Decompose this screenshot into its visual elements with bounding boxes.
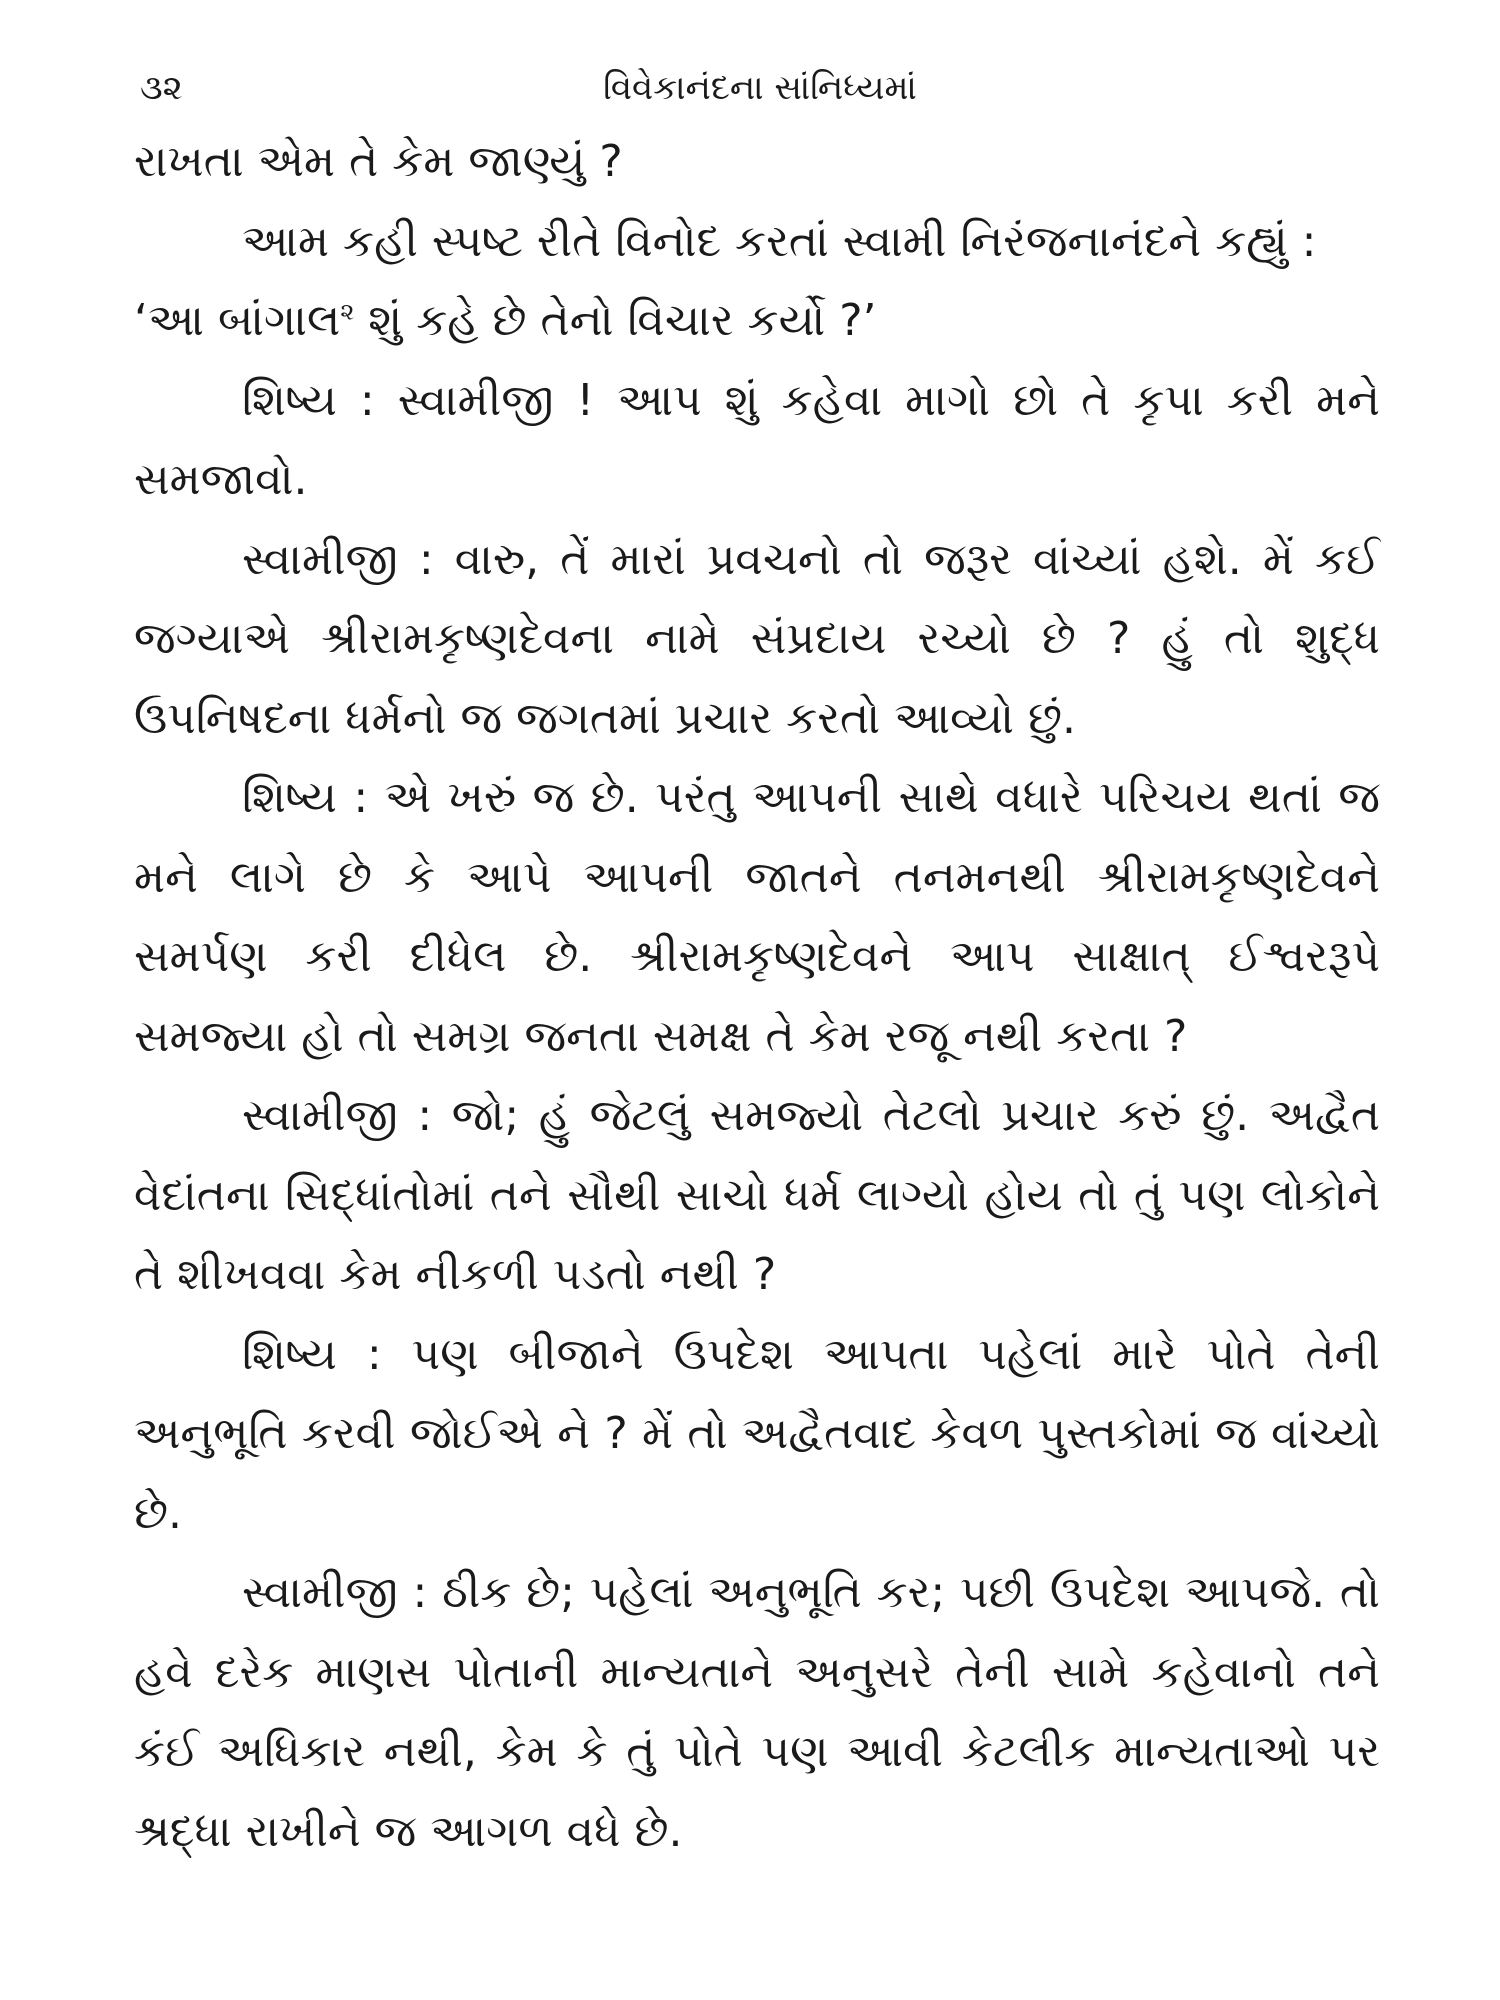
quote-text-after: શું કહે છે તેનો વિચાર કર્યો ?’ — [354, 295, 877, 346]
paragraph-quote — [134, 281, 1380, 361]
dialogue-paragraph: સ્વામીજી : જો; હું જેટલું સમજ્યો તેટલો પ્રચાર કરું છું. અદ્વૈત વેદાંતના સિદ્ધાંતોમાં તને સૌથી સાચો ધર્મ લાગ્યો હોય તો તું પણ લોકોને તે શીખવવા કેમ નીકળી પડતો નથી ? — [134, 1090, 1380, 1300]
page-body — [134, 122, 1380, 1871]
paragraph: રાખતા એમ તે કેમ જાણ્યું ? — [134, 136, 623, 187]
quote-text-before: ‘આ બાંગાલ — [134, 295, 341, 346]
page-header — [140, 58, 1380, 118]
dialogue-paragraph: શિષ્ય : એ ખરું જ છે. પરંતુ આપની સાથે વધારે પરિચય થતાં જ મને લાગે છે કે આપે આપની જાતને તનમનથી શ્રીરામકૃષ્ણદેવને સમર્પણ કરી દીધેલ છે. શ્રીરામકૃષ્ણદેવને આપ સાક્ષાત્ ઈશ્વરરૂપે સમજ્યા હો તો સમગ્ર જનતા સમક્ષ તે કેમ રજૂ નથી કરતા ? — [134, 772, 1380, 1062]
dialogue-paragraph: સ્વામીજી : વારુ, તેં મારાં પ્રવચનો તો જરૂર વાંચ્યાં હશે. મેં કઈ જગ્યાએ શ્રીરામકૃષ્ણદેવના નામે સંપ્રદાય રચ્યો છે ? હું તો શુદ્ધ ઉપનિષદના ધર્મનો જ જગતમાં પ્રચાર કરતો આવ્યો છું. — [134, 533, 1380, 744]
paragraph: આમ કહી સ્પષ્ટ રીતે વિનોદ કરતાં સ્વામી નિરંજનાનંદને કહ્યું : — [242, 215, 1317, 267]
page-number: ૩૨ — [140, 68, 183, 108]
dialogue-paragraph: સ્વામીજી : ઠીક છે; પહેલાં અનુભૂતિ કર; પછી ઉપદેશ આપજે. તો હવે દરેક માણસ પોતાની માન્યતાને અનુસરે તેની સામે કહેવાનો તને કંઈ અધિકાર નથી, કેમ કે તું પોતે પણ આવી કેટલીક માન્યતાઓ પર શ્રદ્ધા રાખીને જ આગળ વધે છે. — [134, 1567, 1380, 1857]
dialogue-paragraph: શિષ્ય : પણ બીજાને ઉપદેશ આપતા પહેલાં મારે પોતે તેની અનુભૂતિ કરવી જોઈએ ને ? મેં તો અદ્વૈતવાદ કેવળ પુસ્તકોમાં જ વાંચ્યો છે. — [134, 1328, 1380, 1539]
dialogue-paragraph: શિષ્ય : સ્વામીજી ! આપ શું કહેવા માગો છો તે કૃપા કરી મને સમજાવો. — [134, 374, 1380, 505]
running-title: વિવેકાનંદના સાંનિધ્યમાં — [603, 68, 917, 108]
footnote-marker: ૨ — [340, 297, 355, 326]
